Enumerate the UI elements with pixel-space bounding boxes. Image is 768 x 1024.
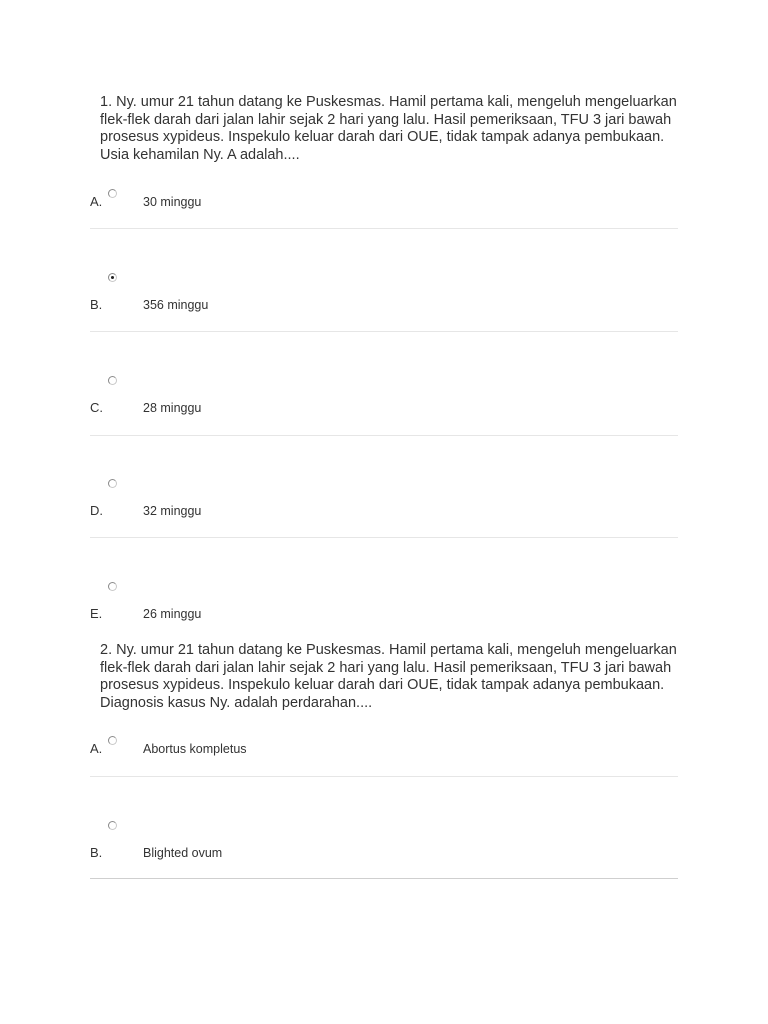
question-body: Ny. umur 21 tahun datang ke Puskesmas. Hamil pertama kali, mengeluh mengeluarkan flek-flek darah dari jalan lahir sejak 2 hari yang lalu. Hasil pemeriksaan, TFU 3 jari bawah prosesus xypideus. Inspekulo keluar darah dari OUE, tidak tampak adanya pembukaan. Diagnosis kasus Ny. adalah perdarahan.... (100, 642, 677, 711)
option-letter: E. (90, 606, 103, 621)
option-divider (90, 435, 678, 436)
option-a-radio[interactable] (108, 189, 117, 198)
option-letter: B. (90, 845, 103, 860)
option-b-label[interactable]: 356 minggu (143, 298, 209, 312)
option-d-radio[interactable] (108, 479, 117, 488)
question-2-text (100, 642, 690, 712)
option-c-radio[interactable] (108, 376, 117, 385)
option-a-label[interactable]: Abortus kompletus (143, 742, 247, 756)
option-letter: A. (90, 194, 103, 209)
option-divider (90, 228, 678, 229)
option-letter: B. (90, 297, 103, 312)
option-divider (90, 331, 678, 332)
option-a-radio[interactable] (108, 736, 117, 745)
option-a-label[interactable]: 30 minggu (143, 195, 202, 209)
question-number: 1. (100, 94, 113, 110)
question-body: Ny. umur 21 tahun datang ke Puskesmas. Hamil pertama kali, mengeluh mengeluarkan flek-flek darah dari jalan lahir sejak 2 hari yang lalu. Hasil pemeriksaan, TFU 3 jari bawah prosesus xypideus. Inspekulo keluar darah dari OUE, tidak tampak adanya pembukaan. Usia kehamilan Ny. A adalah.... (100, 94, 677, 163)
option-e-radio[interactable] (108, 582, 117, 591)
option-e-label[interactable]: 26 minggu (143, 607, 202, 621)
question-1-text (100, 94, 690, 164)
option-divider (90, 537, 678, 538)
option-divider (90, 878, 678, 879)
option-b-radio[interactable] (108, 821, 117, 830)
option-letter: A. (90, 741, 103, 756)
option-c-label[interactable]: 28 minggu (143, 401, 202, 415)
option-b-radio[interactable] (108, 273, 117, 282)
option-d-label[interactable]: 32 minggu (143, 504, 202, 518)
option-letter: C. (90, 400, 103, 415)
option-b-label[interactable]: Blighted ovum (143, 846, 223, 860)
option-letter: D. (90, 503, 103, 518)
option-divider (90, 776, 678, 777)
question-number: 2. (100, 642, 113, 658)
